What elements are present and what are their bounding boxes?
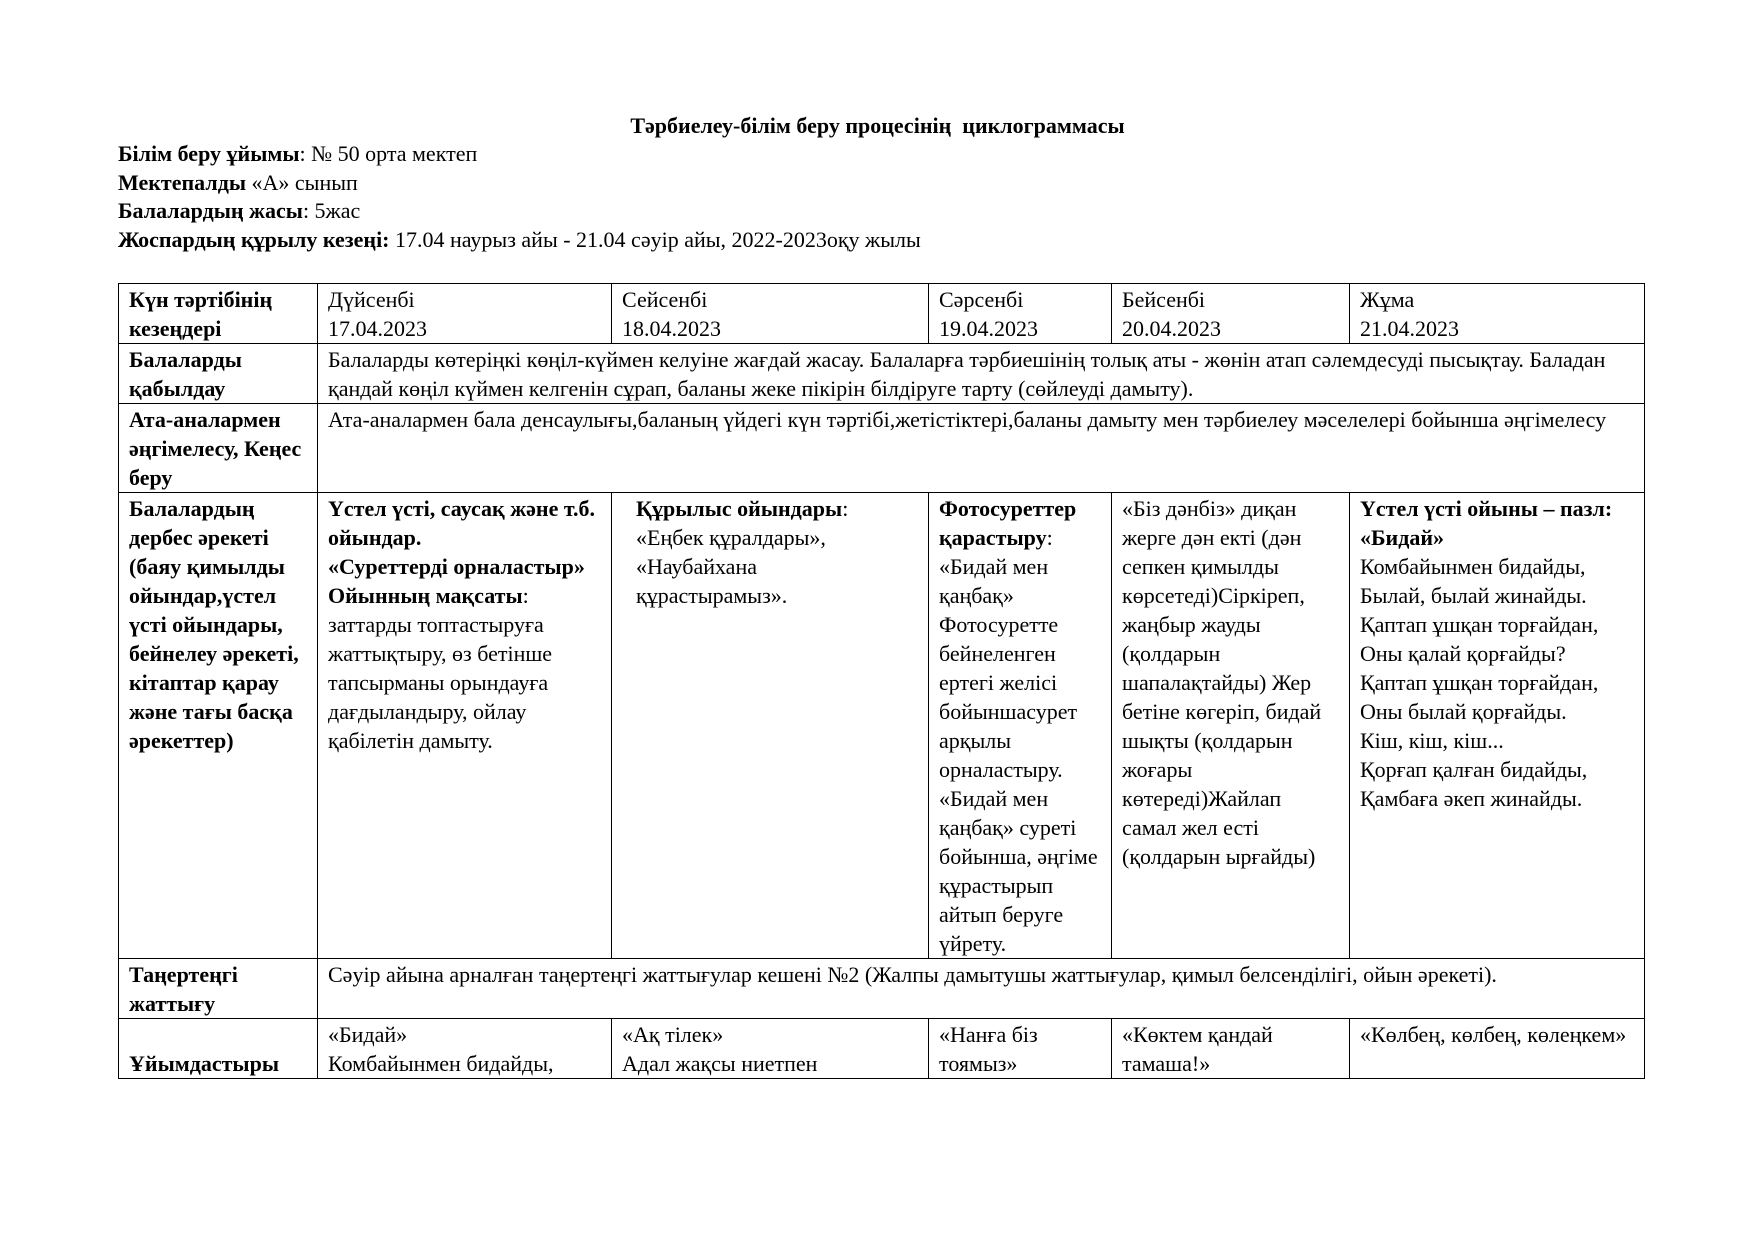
meta-organization <box>118 140 921 169</box>
day-name: Дүйсенбі <box>328 287 415 312</box>
reception-text: Балаларды көтеріңкі көңіл-күймен келуіне жағдай жасау. Балаларға тәрбиешінің толық аты - жөнін атап сәлемдесуді пысықтау. Баладан қандай көңіл күймен келгенін сұрап, баланы жеке пікірін білдіруге тарту (сөйлеуді дамыту). <box>318 344 1645 404</box>
meta-age-label: Балалардың жасы <box>118 198 303 223</box>
header-day-monday <box>318 284 612 344</box>
activity-wednesday-text: : «Бидай мен қаңбақ» Фотосуретте бейнеленген ертегі желісі бойыншасурет арқылы орналастыру. «Бидай мен қаңбақ» суреті бойынша, әңгіме құрастырып айтып беруге үйрету. <box>939 525 1098 956</box>
table-header-row <box>119 284 1645 344</box>
activity-wednesday <box>929 493 1112 959</box>
document-title: Тәрбиелеу-білім беру процесінің циклограммасы <box>630 113 1125 138</box>
activity-monday-text: : заттарды топтастыруға жаттықтыру, өз бетінше тапсырманы орындауға дағдыландыру, ойлау қабілетін дамыту. <box>328 583 553 753</box>
meta-age-value: : 5жас <box>302 198 361 223</box>
meta-period-label: Жоспардың құрылу кезеңі: <box>118 226 390 252</box>
day-name: Сейсенбі <box>622 287 708 312</box>
table-row-reception <box>119 344 1645 404</box>
meta-group-value: «А» сынып <box>246 169 358 195</box>
activity-monday <box>318 493 612 959</box>
table-row-parents <box>119 404 1645 493</box>
activity-tuesday-title: Құрылыс ойындары <box>636 496 843 521</box>
meta-group-label: Мектепалды <box>118 169 247 195</box>
exercise-label: Таңертеңгі жаттығу <box>119 959 318 1019</box>
day-name: Сәрсенбі <box>939 287 1024 312</box>
document-meta <box>118 140 921 254</box>
header-day-tuesday <box>612 284 929 344</box>
meta-period-value: 17.04 наурыз айы - 21.04 сәуір айы, 2022-2023оқу жылы <box>389 226 921 252</box>
table-row-activity <box>119 493 1645 959</box>
day-date: 18.04.2023 <box>622 316 721 341</box>
header-label-cell: Күн тәртібінің кезеңдері <box>119 284 318 344</box>
parents-label: Ата-аналармен әңгімелесу, Кеңес беру <box>119 404 318 493</box>
organized-wednesday: «Нанға біз тоямыз» <box>929 1019 1112 1079</box>
table-row-exercise <box>119 959 1645 1019</box>
meta-group <box>118 169 921 198</box>
day-name: Бейсенбі <box>1122 287 1206 312</box>
activity-monday-title: Үстел үсті, саусақ және т.б. ойындар. «Суреттерді орналастыр» Ойынның мақсаты <box>328 496 596 608</box>
activity-friday-title: Үстел үсті ойыны – пазл: «Бидай» <box>1360 496 1613 550</box>
organized-tuesday: «Ақ тілек» Адал жақсы ниетпен <box>612 1019 929 1079</box>
day-date: 20.04.2023 <box>1122 316 1221 341</box>
day-date: 21.04.2023 <box>1360 316 1459 341</box>
organized-monday: «Бидай» Комбайынмен бидайды, <box>318 1019 612 1079</box>
activity-friday-text: Комбайынмен бидайды, Былай, былай жинайды. Қаптап ұшқан торғайдан, Оны қалай қорғайды? Қаптап ұшқан торғайдан, Оны былай қорғайды. Кіш, кіш, кіш... Қорғап қалған бидайды, Қамбаға әкеп жинайды. <box>1360 554 1599 811</box>
organized-thursday: «Көктем қандай тамаша!» <box>1112 1019 1350 1079</box>
parents-text: Ата-аналармен бала денсаулығы,баланың үйдегі күн тәртібі,жетістіктері,баланы дамыту мен тәрбиелеу мәселелері бойынша әңгімелесу <box>318 404 1645 493</box>
organized-label: Ұйымдастыры <box>119 1019 318 1079</box>
table-row-organized <box>119 1019 1645 1079</box>
meta-period <box>118 226 921 255</box>
header-day-friday <box>1350 284 1645 344</box>
day-date: 17.04.2023 <box>328 316 427 341</box>
header-day-wednesday <box>929 284 1112 344</box>
activity-label: Балалардың дербес әрекеті (баяу қимылды ойындар,үстел үсті ойындары, бейнелеу әрекеті, кітаптар қарау және тағы басқа әрекеттер) <box>119 493 318 959</box>
activity-friday <box>1350 493 1645 959</box>
meta-age <box>118 197 921 226</box>
activity-tuesday <box>612 493 929 959</box>
exercise-text: Сәуір айына арналған таңертеңгі жаттығулар кешені №2 (Жалпы дамытушы жаттығулар, қимыл белсенділігі, ойын әрекеті). <box>318 959 1645 1019</box>
activity-thursday: «Біз дәнбіз» диқан жерге дән екті (дән сепкен қимылды көрсетеді)Сіркіреп, жаңбыр жауды (қолдарын шапалақтайды) Жер бетіне көгеріп, бидай шықты (қолдарын жоғары көтереді)Жайлап самал жел есті (қолдарын ырғайды) <box>1112 493 1350 959</box>
header-day-thursday <box>1112 284 1350 344</box>
activity-tuesday-text: : «Еңбек құралдары», «Наубайхана құрастырамыз». <box>636 496 849 608</box>
organized-friday: «Көлбең, көлбең, көлеңкем» <box>1350 1019 1645 1079</box>
day-name: Жұма <box>1360 287 1415 312</box>
meta-organization-value: : № 50 орта мектеп <box>299 141 478 166</box>
reception-label: Балаларды қабылдау <box>119 344 318 404</box>
day-date: 19.04.2023 <box>939 316 1038 341</box>
cyclogram-table <box>118 283 1645 1079</box>
meta-organization-label: Білім беру ұйымы <box>118 141 300 166</box>
activity-wednesday-title: Фотосуреттер қарастыру <box>939 496 1077 550</box>
